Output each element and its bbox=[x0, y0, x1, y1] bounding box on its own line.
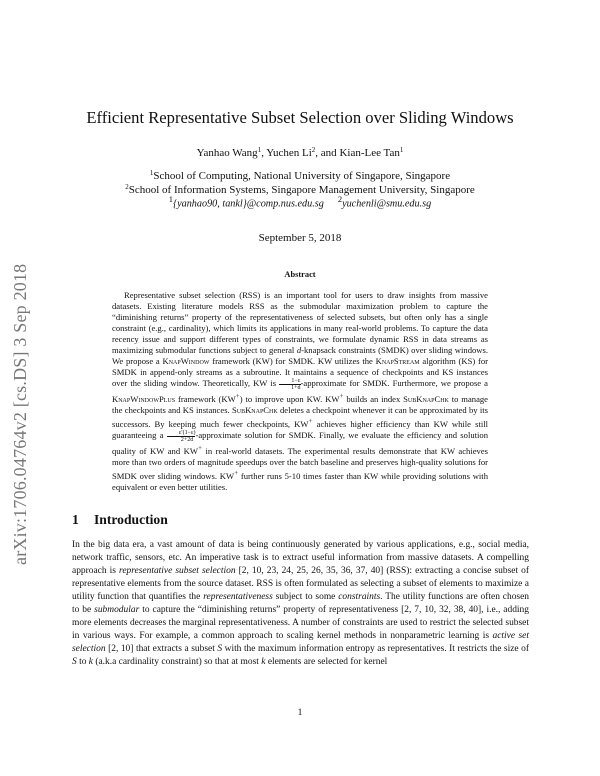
author-affil-mark: 2 bbox=[311, 146, 316, 154]
author-affil-mark: 1 bbox=[257, 146, 262, 154]
author-name: Yuchen Li bbox=[266, 147, 312, 159]
fraction: $\frac{1-\varepsilon}{1+d}$ bbox=[279, 378, 300, 391]
abstract-heading: Abstract bbox=[284, 270, 316, 279]
fraction: $\frac{\varepsilon'(1-\varepsilon)}{2+2d}$ bbox=[167, 430, 196, 443]
abstract-body: Representative subset selection (RSS) is an important tool for users to draw insights from massive datasets. Existing literature models RSS as the submodular maximization problem to capture the “diminishing returns” property of the representativeness of selected subsets, but often only has a single constraint (e.g., cardinality), which limits its applications in many real-world problems. To capture the data recency issue and support different types of constraints, we formulate dynamic RSS in data streams as maximizing submodular functions subject to general d-knapsack constraints (SMDK) over sliding windows. We propose a KnapWindow framework (KW) for SMDK. KW utilizes the KnapStream algorithm (KS) for SMDK in append-only streams as a subroutine. It maintains a sequence of checkpoints and KS instances over the sliding window. Theoretically, KW is $\frac{1-\varepsilon}{1+d}$ -approximate for SMDK. Furthermore, we propose a KnapWindowPlus framework (KW+) to improve upon KW. KW+ builds an index SubKnapChk to manage the checkpoints and KS instances. SubKnapChk deletes a checkpoint whenever it can be approximated by its successors. By keeping much fewer checkpoints, KW+ achieves higher efficiency than KW while still guaranteeing a $\frac{\varepsilon'(1-\varepsilon)}{2+2d}$ -approximate solution for SMDK. Finally, we evaluate the efficiency and solution quality of KW and KW+ in real-world datasets. The experimental results demonstrate that KW achieves more than two orders of magnitude speedups over the batch baseline and preserves high-quality solutions for SMDK over sliding windows. KW+ further runs 5-10 times faster than KW while providing solutions with equivalent or even better utilities. bbox=[112, 290, 489, 493]
section-title: Introduction bbox=[94, 512, 168, 527]
affil-mark: 1 bbox=[149, 169, 154, 177]
affil-text: School of Computing, National University of Singapore, Singapore bbox=[153, 170, 451, 182]
email-mark: 2 bbox=[337, 194, 343, 204]
introduction-paragraph: In the big data era, a vast amount of data is being continuously generated by various applications, e.g., social media, network traffic, sensors, etc. An imperative task is to extract useful information from massive datasets. A compelling approach is representative subset selection [2, 10, 23, 24, 25, 26, 35, 36, 37, 40] (RSS): extracting a concise subset of representative elements from the source dataset. RSS is often formulated as selecting a subset of elements to maximize a utility function that quantifies the representativeness subject to some constraints. The utility functions are often chosen to be submodular to capture the “diminishing returns” property of representativeness [2, 7, 10, 32, 38, 40], i.e., adding more elements decreases the marginal representativeness. A number of constraints are used to restrict the selected subset in various ways. For example, a common approach to scaling kernel methods in nonparametric learning is active set selection [2, 10] that extracts a subset S with the maximum information entropy as representatives. It restricts the size of S to k (a.k.a cardinality constraint) so that at most k elements are selected for kernel bbox=[72, 540, 529, 667]
author-separator: , bbox=[261, 147, 267, 159]
paper-date: September 5, 2018 bbox=[258, 232, 342, 244]
author-list bbox=[0, 146, 600, 159]
page-number: 1 bbox=[297, 708, 303, 718]
section-heading bbox=[72, 512, 168, 528]
affil-mark: 2 bbox=[125, 183, 129, 191]
author-affil-mark: 1 bbox=[399, 146, 404, 154]
email: yuchenli@smu.edu.sg bbox=[342, 198, 432, 210]
section-number: 1 bbox=[72, 512, 79, 527]
author-separator: , and bbox=[315, 147, 340, 159]
email-mark: 1 bbox=[168, 194, 174, 204]
author-emails bbox=[0, 194, 600, 209]
affil-text: School of Information Systems, Singapore Management University, Singapore bbox=[128, 184, 475, 196]
email: {yanhao90, tankl}@comp.nus.edu.sg bbox=[173, 198, 324, 210]
paper-title: Efficient Representative Subset Selection over Sliding Windows bbox=[86, 108, 514, 127]
author-name: Kian-Lee Tan bbox=[339, 147, 400, 159]
author-name: Yanhao Wang bbox=[196, 147, 258, 159]
arxiv-identifier: arXiv:1706.04764v2 [cs.DS] 3 Sep 2018 bbox=[10, 263, 30, 565]
